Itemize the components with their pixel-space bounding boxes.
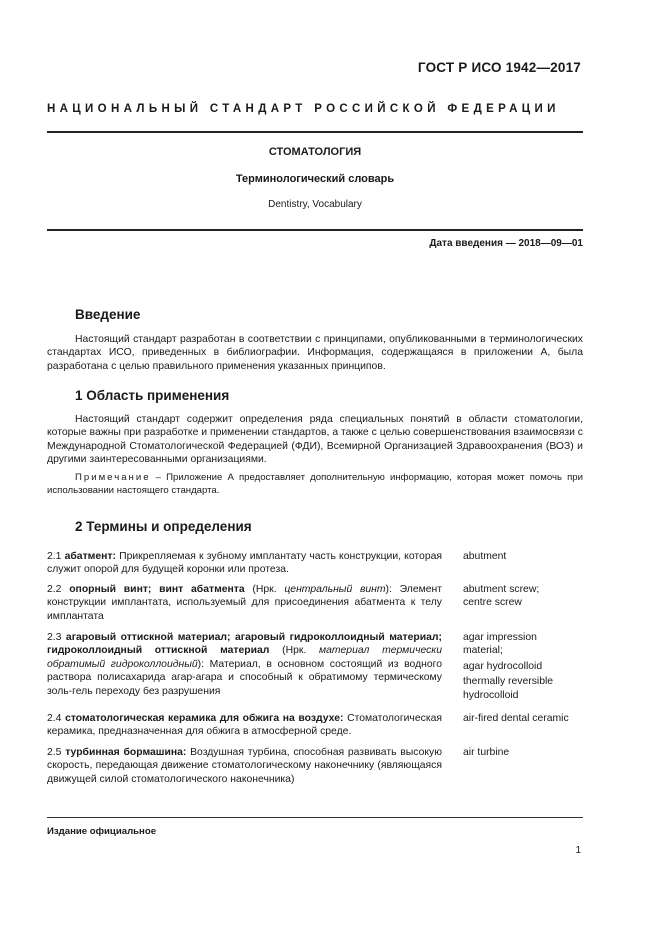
section1-text: Настоящий стандарт содержит определения ряда специальных понятий в области стоматологии, которые важны при разработке и применении стандартов, а также с целью совершенствования взаимосвязи с Международной Стоматологической Федерацией (ФДИ), Всемирной Организацией Здравоохранения (ВОЗ) и другими заинтересованными организациями.: [47, 414, 583, 466]
page-number: 1: [575, 845, 581, 856]
term-definition: Прикрепляемая к зубному имплантату часть конструкции, которая служит опорой для будущей коронки или протеза.: [47, 551, 443, 576]
introduction-date: Дата введения — 2018—09—01: [429, 238, 583, 249]
english-equivalent: abutment screw;: [463, 584, 540, 595]
english-equivalent: abutment: [463, 551, 507, 562]
section1-heading: 1 Область применения: [75, 388, 230, 403]
term-number: 2.3: [47, 632, 62, 643]
term-entry-2-3: [47, 631, 442, 698]
note-text: – Приложение А предоставляет дополнительную информацию, которая может помочь при использовании настоящего стандарта.: [47, 472, 583, 496]
term-entry-2-1: [47, 550, 442, 577]
english-equivalent: thermally reversible hydrocolloid: [463, 676, 554, 701]
term-name: опорный винт; винт абатмента: [69, 584, 245, 595]
term-number: 2.1: [47, 551, 62, 562]
term-definition: (Нрк.: [244, 584, 285, 595]
term-definition-cont: ): Материал, в основном состоящий из водного раствора полисахарида агар-агара и способный к обратимому термическому золь-гель переходу без разрушения: [47, 658, 443, 697]
national-standard-heading: НАЦИОНАЛЬНЫЙ СТАНДАРТ РОССИЙСКОЙ ФЕДЕРАЦИИ: [47, 103, 560, 115]
official-edition-label: Издание официальное: [47, 826, 157, 837]
term-name: абатмент:: [64, 551, 116, 562]
footer-divider: [47, 817, 583, 818]
term-name: турбинная бормашина:: [65, 747, 187, 758]
introduction-heading: Введение: [75, 307, 141, 322]
english-title: Dentistry, Vocabulary: [268, 199, 362, 210]
term-name: стоматологическая керамика для обжига на воздухе:: [65, 713, 344, 724]
document-subtitle: Терминологический словарь: [235, 173, 395, 185]
term-definition: (Нрк.: [269, 645, 319, 657]
term-number: 2.5: [47, 747, 62, 758]
top-divider: [47, 131, 583, 133]
term-entry-2-2: [47, 583, 442, 623]
term-number: 2.2: [47, 584, 62, 595]
term-name: агаровый оттискной материал; агаровый гидроколлоидный материал; гидроколлоидный оттискной материал: [47, 632, 442, 657]
term-definition-cont: ): Элемент конструкции имплантата, используемый для присоединения абатмента к телу имплантата: [47, 584, 443, 622]
term-equivalents-2-2: [463, 583, 588, 612]
note-label: Примечание: [75, 472, 151, 483]
english-equivalent: centre screw: [463, 597, 522, 609]
term-number: 2.4: [47, 713, 62, 724]
term-entry-2-4: [47, 712, 442, 739]
term-equivalents-2-5: [463, 746, 588, 761]
section2-heading: 2 Термины и определения: [75, 519, 252, 534]
standard-number: ГОСТ Р ИСО 1942—2017: [417, 60, 581, 75]
term-definition: Стоматологическая керамика, предназначенная для обжига в атмосферной среде.: [47, 713, 442, 738]
term-equivalents-2-4: [463, 712, 588, 727]
term-equivalents-2-3: [463, 631, 568, 704]
english-equivalent: air turbine: [463, 747, 510, 758]
deprecated-term: центральный винт: [284, 584, 386, 595]
english-equivalent: agar impression material;: [463, 632, 537, 657]
term-entry-2-5: [47, 746, 442, 786]
term-definition: Воздушная турбина, способная развивать высокую скорость, передающая движение стоматологическому наконечнику (являющаяся движущей силой стоматологического наконечника): [47, 747, 442, 785]
document-title: СТОМАТОЛОГИЯ: [268, 146, 362, 158]
english-equivalent: agar hydrocolloid: [463, 660, 543, 672]
deprecated-term: материал термически обратимый гидроколлоидный: [47, 645, 442, 670]
section1-note: [47, 472, 583, 497]
introduction-text: Настоящий стандарт разработан в соответствии с принципами, опубликованными в терминологических стандартах ИСО, приведенных в библиографии. Информация, содержащаяся в приложении А, была разработана с целью правильного применения указанных принципов.: [47, 334, 583, 372]
term-equivalents-2-1: [463, 550, 588, 565]
english-equivalent: air-fired dental ceramic: [463, 713, 569, 724]
title-divider: [47, 229, 583, 231]
